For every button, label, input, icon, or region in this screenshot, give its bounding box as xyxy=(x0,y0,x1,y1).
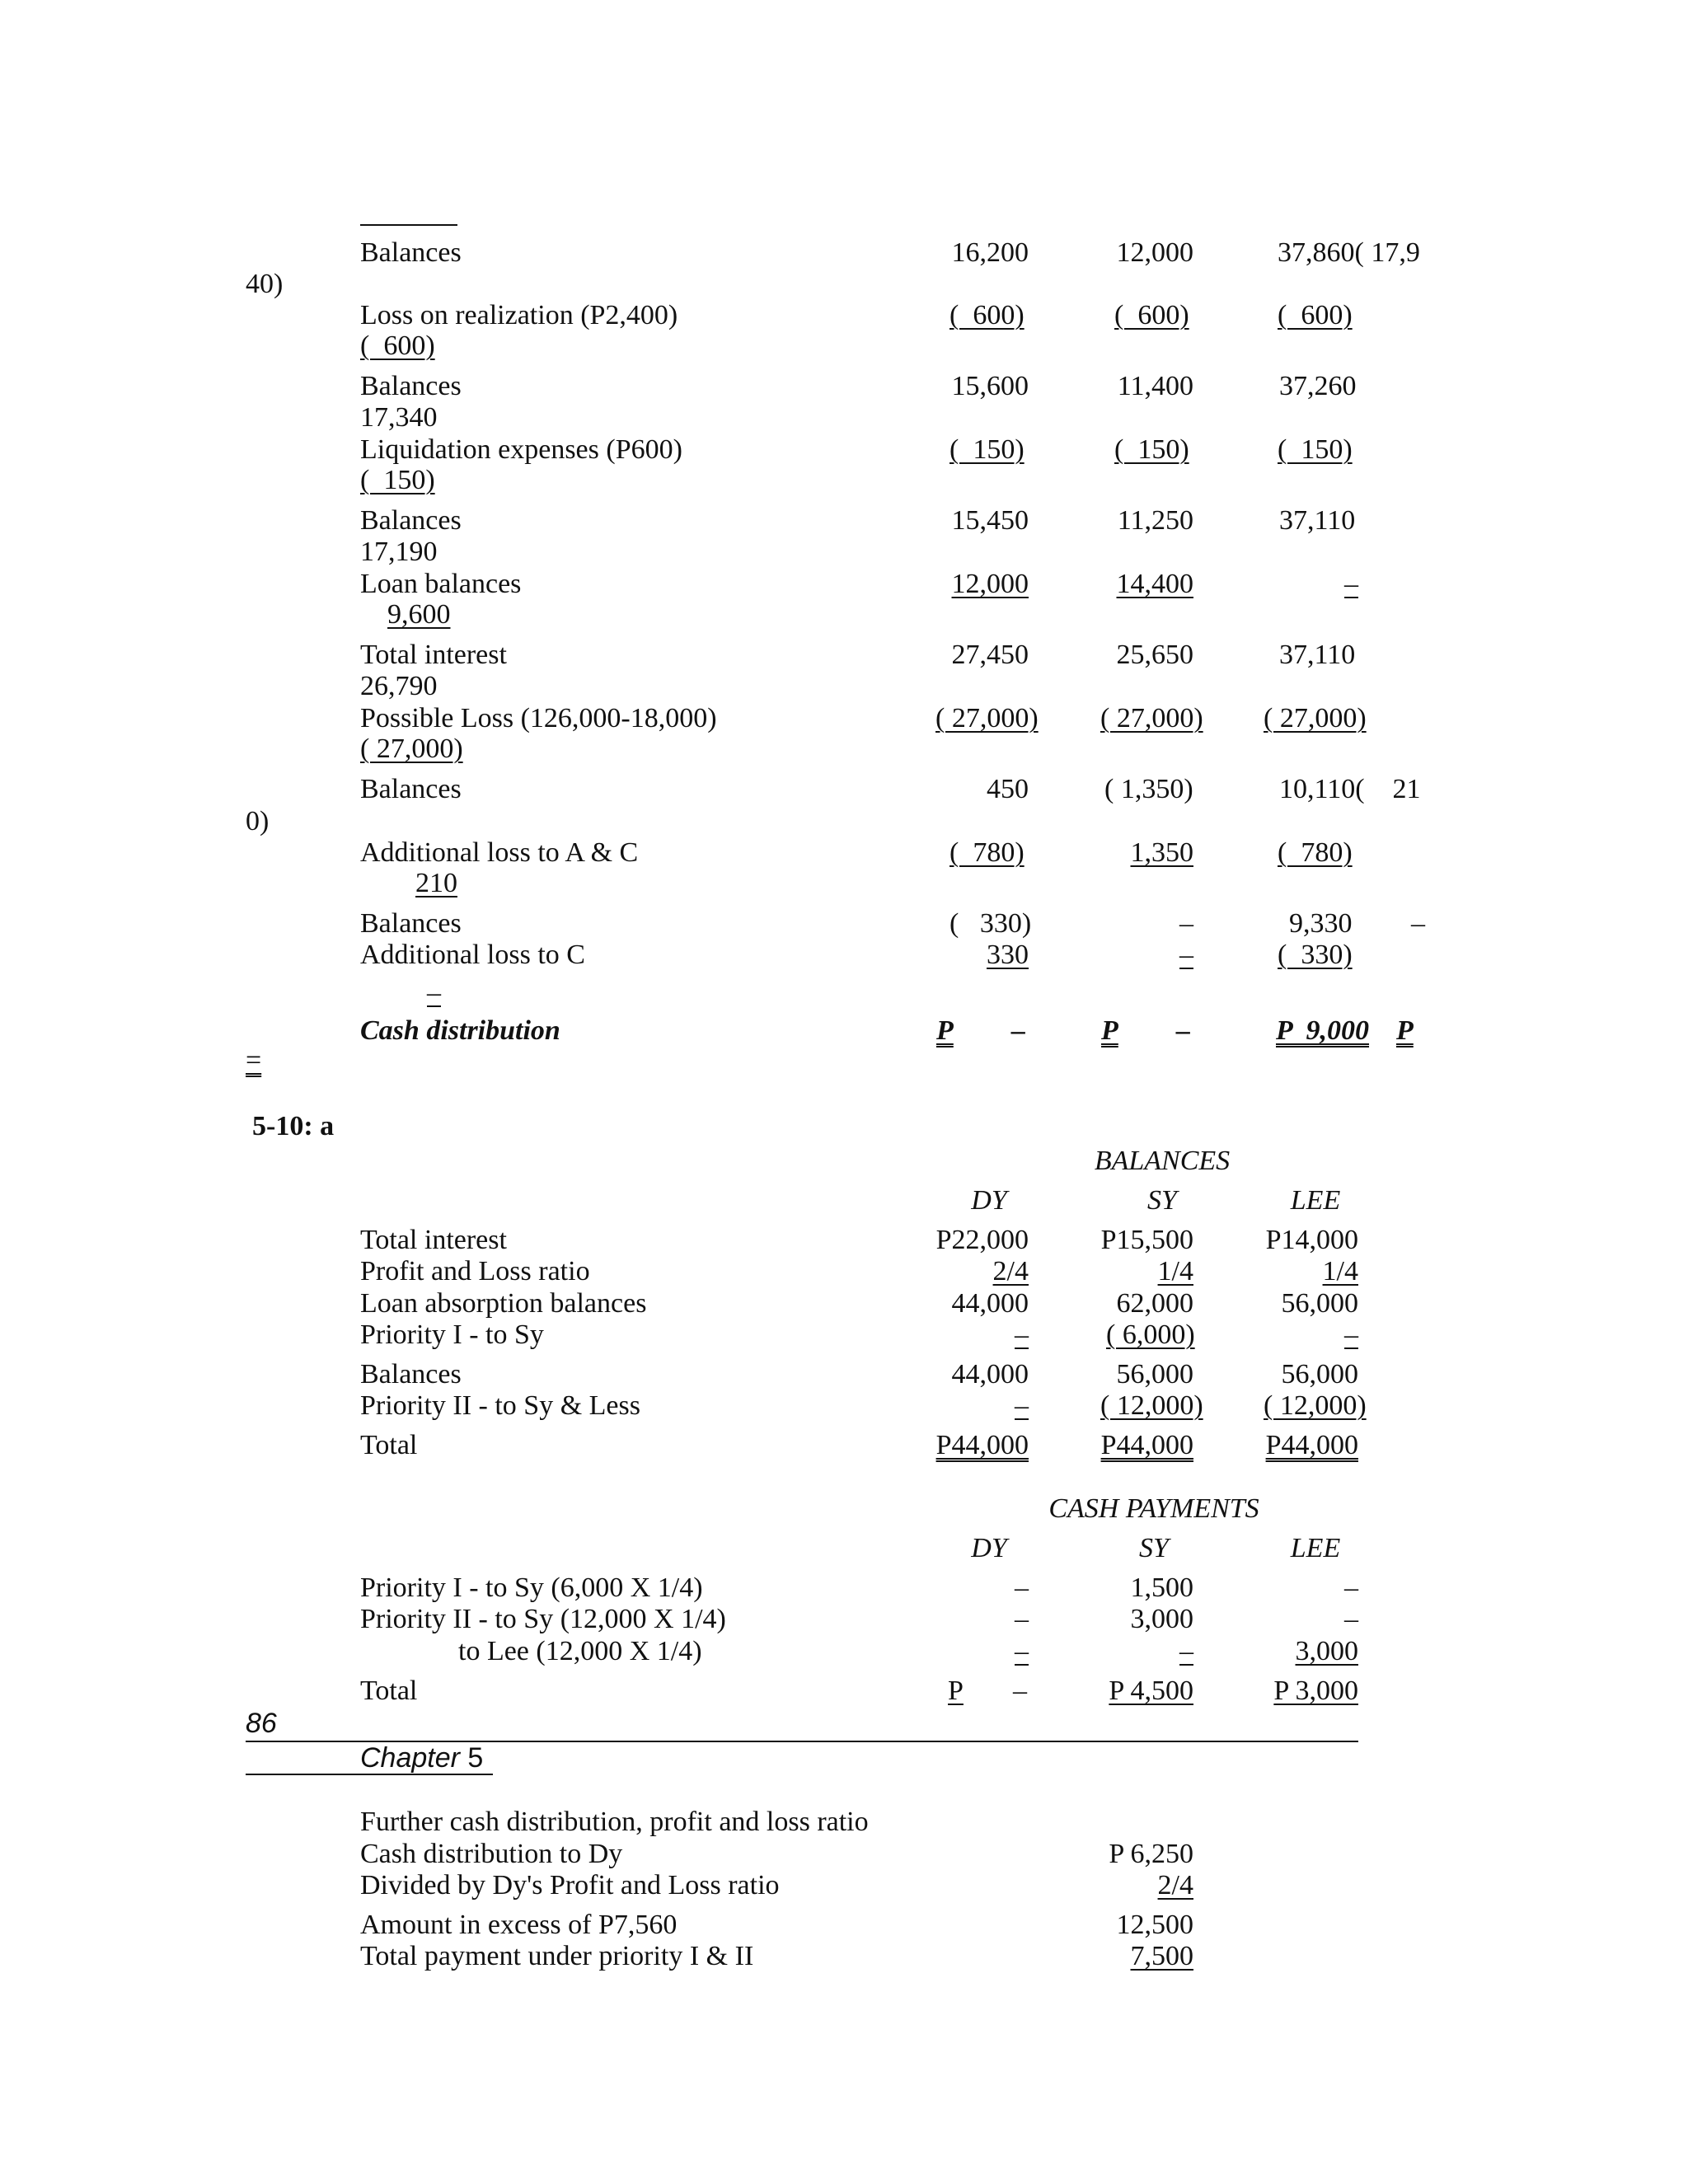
cell: 56,000 xyxy=(1281,1359,1358,1390)
row-label: Cash distribution xyxy=(360,1015,560,1046)
cell: 12,500 xyxy=(1116,1910,1193,1940)
cell: 450 xyxy=(987,774,1029,804)
cell: 15,600 xyxy=(951,371,1029,401)
row-label: Liquidation expenses (P600) xyxy=(360,434,682,465)
cell: – xyxy=(1015,1572,1029,1603)
cell: P 3,000 xyxy=(1273,1675,1358,1706)
cell: 1/4 xyxy=(1322,1256,1358,1286)
row-label: Total xyxy=(360,1430,418,1460)
col-header-dy: DY xyxy=(971,1185,1007,1216)
cont-cell: 9,600 xyxy=(387,599,451,630)
cell: – xyxy=(1344,1319,1358,1350)
cell: 44,000 xyxy=(951,1288,1029,1319)
cell: 15,450 xyxy=(951,505,1029,536)
cell: 2/4 xyxy=(992,1256,1029,1286)
cell: – xyxy=(1015,1604,1029,1634)
row-label: Profit and Loss ratio xyxy=(360,1256,590,1286)
cell: P xyxy=(1396,1015,1414,1046)
col-header-lee: LEE xyxy=(1290,1533,1341,1563)
cell: 3,000 xyxy=(1295,1636,1358,1666)
row-label: Loan absorption balances xyxy=(360,1288,647,1319)
balances-title: BALANCES xyxy=(1094,1146,1231,1176)
cont-cell: 210 xyxy=(415,868,457,898)
cell: 14,400 xyxy=(1116,569,1193,599)
cell: P 9,000 xyxy=(1276,1015,1370,1046)
row-label: Priority I - to Sy xyxy=(360,1319,544,1350)
col-header-lee: LEE xyxy=(1290,1185,1341,1216)
row-label: Balances xyxy=(360,1359,462,1390)
row-label: Cash distribution to Dy xyxy=(360,1839,623,1869)
row-label: Additional loss to A & C xyxy=(360,837,639,868)
cell: 27,450 xyxy=(951,640,1029,670)
row-label: to Lee (12,000 X 1/4) xyxy=(458,1636,702,1666)
cont-cell: 17,340 xyxy=(360,402,438,433)
cell: 37,860( 17,9 xyxy=(1278,237,1420,268)
cell: ( 600) xyxy=(1114,300,1189,330)
cell: P – xyxy=(936,1015,1025,1046)
cell: – xyxy=(1015,1636,1029,1666)
cell: ( 600) xyxy=(1278,300,1353,330)
cell: 12,000 xyxy=(1116,237,1193,268)
cell: 3,000 xyxy=(1130,1604,1193,1634)
cell: – xyxy=(1411,908,1425,939)
row-label: Further cash distribution, profit and loss ratio xyxy=(360,1807,869,1837)
cell: – xyxy=(1344,1604,1358,1634)
cont-cell: ( 150) xyxy=(360,465,435,495)
row-label: Total xyxy=(360,1675,418,1706)
cell: P 4,500 xyxy=(1109,1675,1193,1706)
cell: ( 1,350) xyxy=(1104,774,1193,804)
cont-cell: – xyxy=(427,977,441,1008)
cell: – xyxy=(1015,1319,1029,1350)
row-label: Additional loss to C xyxy=(360,940,585,970)
chapter-header: Chapter 5 xyxy=(360,1742,484,1774)
cell: 62,000 xyxy=(1116,1288,1193,1319)
cell: 25,650 xyxy=(1116,640,1193,670)
cell: ( 150) xyxy=(1114,434,1189,465)
cell: ( 780) xyxy=(950,837,1025,868)
cell: 56,000 xyxy=(1281,1288,1358,1319)
cash-payments-title: CASH PAYMENTS xyxy=(1048,1493,1259,1524)
row-label: Priority II - to Sy & Less xyxy=(360,1390,640,1421)
row-label: Loan balances xyxy=(360,569,522,599)
cont-cell: 26,790 xyxy=(360,671,438,701)
cell: ( 12,000) xyxy=(1100,1390,1203,1421)
cell: 330 xyxy=(987,940,1029,970)
top-rule xyxy=(360,224,457,226)
margin-note: = xyxy=(246,1045,262,1076)
row-label: Balances xyxy=(360,505,462,536)
cont-cell: 17,190 xyxy=(360,537,438,567)
section-heading: 5-10: a xyxy=(252,1111,335,1141)
cell: 1,350 xyxy=(1130,837,1193,868)
cell: ( 600) xyxy=(950,300,1025,330)
margin-note: 40) xyxy=(246,269,284,299)
cell: – xyxy=(1179,908,1193,939)
row-label: Balances xyxy=(360,774,462,804)
cell: – xyxy=(1344,569,1358,599)
row-label: Amount in excess of P7,560 xyxy=(360,1910,678,1940)
col-header-sy: SY xyxy=(1139,1533,1169,1563)
cell: 16,200 xyxy=(951,237,1029,268)
cell: P – xyxy=(948,1675,1027,1706)
chapter-rule xyxy=(246,1774,493,1775)
cell: ( 330) xyxy=(950,908,1032,939)
row-label: Loss on realization (P2,400) xyxy=(360,300,678,330)
cell: ( 150) xyxy=(1278,434,1353,465)
row-label: Balances xyxy=(360,371,462,401)
cell: ( 6,000) xyxy=(1106,1319,1195,1350)
row-label: Total payment under priority I & II xyxy=(360,1941,754,1971)
cont-cell: ( 27,000) xyxy=(360,733,463,764)
cell: – xyxy=(1179,940,1193,970)
cell: 44,000 xyxy=(951,1359,1029,1390)
cell: P 6,250 xyxy=(1109,1839,1193,1869)
cell: 10,110( 21 xyxy=(1279,774,1421,804)
cell: – xyxy=(1015,1390,1029,1421)
cell: 2/4 xyxy=(1157,1870,1193,1900)
cell: P44,000 xyxy=(1265,1430,1358,1460)
cell: 11,400 xyxy=(1117,371,1193,401)
cell: P – xyxy=(1101,1015,1190,1046)
cell: P15,500 xyxy=(1100,1225,1193,1255)
col-header-dy: DY xyxy=(971,1533,1007,1563)
cell: 37,110 xyxy=(1279,640,1356,670)
row-label: Possible Loss (126,000-18,000) xyxy=(360,703,717,733)
cell: – xyxy=(1179,1636,1193,1666)
cell: ( 330) xyxy=(1278,940,1353,970)
cell: ( 27,000) xyxy=(935,703,1039,733)
cell: 9,330 xyxy=(1289,908,1353,939)
cell: P44,000 xyxy=(935,1430,1029,1460)
cell: – xyxy=(1344,1572,1358,1603)
cell: 11,250 xyxy=(1117,505,1193,536)
cell: 7,500 xyxy=(1130,1941,1193,1971)
row-label: Balances xyxy=(360,908,462,939)
margin-note: 0) xyxy=(246,806,270,837)
cell: 37,110 xyxy=(1279,505,1356,536)
cell: ( 780) xyxy=(1278,837,1353,868)
row-label: Priority II - to Sy (12,000 X 1/4) xyxy=(360,1604,726,1634)
cell: 1,500 xyxy=(1130,1572,1193,1603)
cell: ( 12,000) xyxy=(1264,1390,1367,1421)
cell: 12,000 xyxy=(951,569,1029,599)
row-label: Priority I - to Sy (6,000 X 1/4) xyxy=(360,1572,703,1603)
col-header-sy: SY xyxy=(1147,1185,1177,1216)
cont-cell: ( 600) xyxy=(360,330,435,361)
cell: ( 150) xyxy=(950,434,1025,465)
cell: 37,260 xyxy=(1279,371,1357,401)
page-number: 86 xyxy=(246,1708,277,1739)
cell: 56,000 xyxy=(1116,1359,1193,1390)
row-label: Balances xyxy=(360,237,462,268)
cell: P22,000 xyxy=(935,1225,1029,1255)
cell: P44,000 xyxy=(1100,1430,1193,1460)
cell: 1/4 xyxy=(1157,1256,1193,1286)
row-label: Total interest xyxy=(360,640,507,670)
row-label: Total interest xyxy=(360,1225,507,1255)
row-label: Divided by Dy's Profit and Loss ratio xyxy=(360,1870,780,1900)
cell: P14,000 xyxy=(1265,1225,1358,1255)
cell: ( 27,000) xyxy=(1264,703,1367,733)
cell: ( 27,000) xyxy=(1100,703,1203,733)
